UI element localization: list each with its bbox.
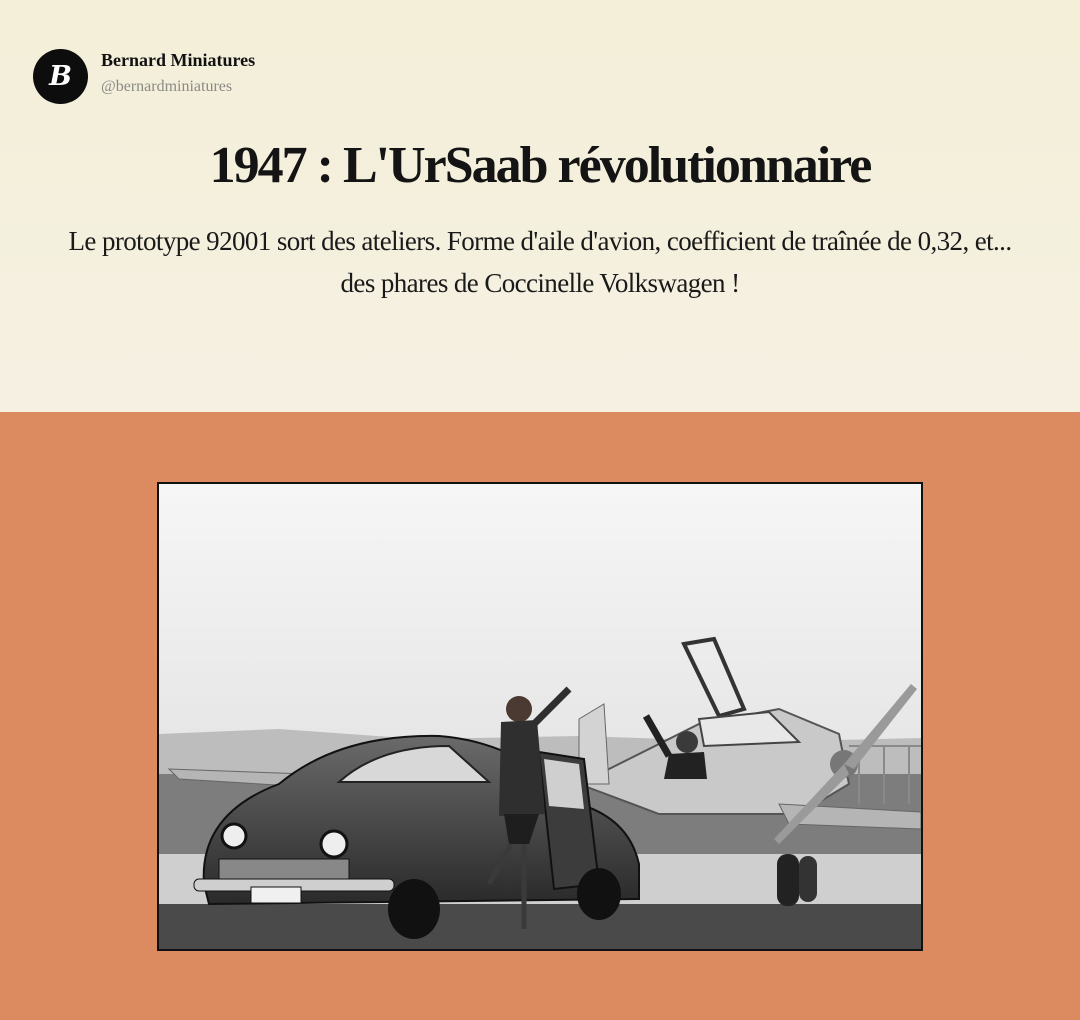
car-wheel bbox=[388, 879, 440, 939]
header-section bbox=[0, 0, 1080, 412]
pilot-body bbox=[664, 752, 707, 779]
car-headlight bbox=[321, 831, 347, 857]
woman-coat bbox=[499, 720, 545, 816]
car-wheel bbox=[577, 868, 621, 920]
post-subtitle: Le prototype 92001 sort des ateliers. Forme d'aile d'avion, coefficient de traînée de 0,32, et... des phares de Coccinelle Volkswagen ! bbox=[68, 226, 1012, 298]
car-door-window bbox=[544, 759, 584, 809]
post-title: 1947 : L'UrSaab révolutionnaire bbox=[209, 137, 871, 194]
car-grille bbox=[219, 859, 349, 879]
car-headlight bbox=[222, 824, 246, 848]
pilot-head bbox=[676, 731, 698, 753]
woman-head bbox=[506, 696, 532, 722]
grass bbox=[159, 904, 921, 949]
author-name[interactable]: Bernard Miniatures bbox=[101, 50, 256, 70]
avatar-letter: B bbox=[49, 61, 72, 92]
vintage-photo[interactable] bbox=[157, 482, 923, 951]
avatar[interactable] bbox=[33, 49, 88, 104]
author-handle[interactable]: @bernardminiatures bbox=[101, 78, 233, 95]
plane-wheel bbox=[799, 856, 817, 902]
plane-wheel bbox=[777, 854, 799, 906]
photo-illustration bbox=[159, 484, 921, 949]
car-plate bbox=[251, 887, 301, 903]
